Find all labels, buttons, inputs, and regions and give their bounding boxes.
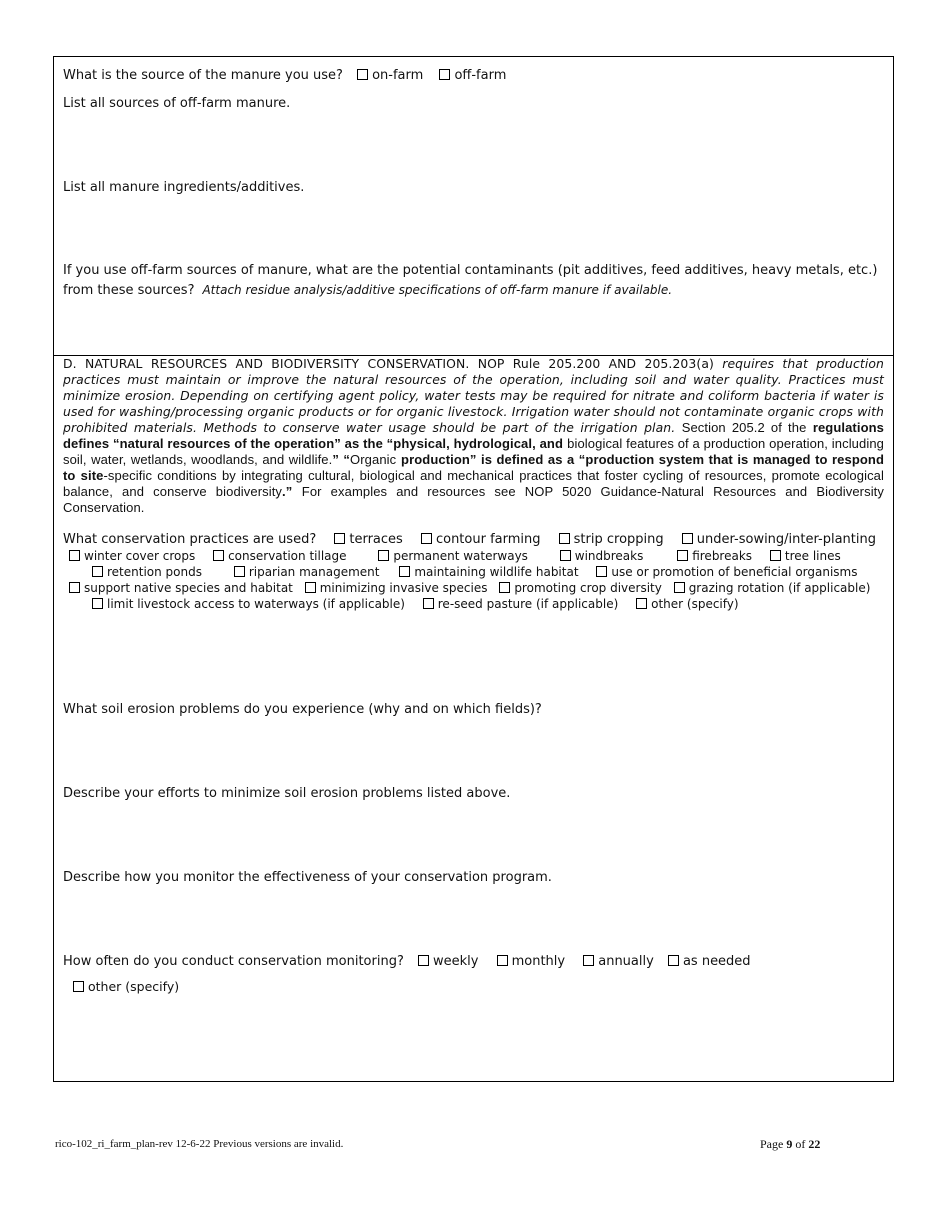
- practice-option[interactable]: tree lines: [770, 549, 841, 563]
- practices-row-2: [69, 548, 841, 564]
- practice-option[interactable]: use or promotion of beneficial organisms: [596, 565, 857, 579]
- practice-option[interactable]: promoting crop diversity: [499, 581, 662, 595]
- option-off-farm[interactable]: off-farm: [439, 68, 506, 83]
- frequency-question: How often do you conduct conservation monitoring?: [63, 954, 404, 969]
- contaminants-question-line2: from these sources? Attach residue analysis/additive specifications of off-farm manure if available.: [63, 283, 673, 298]
- frequency-as-needed[interactable]: as needed: [668, 954, 751, 969]
- practice-option[interactable]: firebreaks: [677, 549, 752, 563]
- contaminants-question-line1: If you use off-farm sources of manure, what are the potential contaminants (pit additives, feed additives, heavy metals, etc.): [63, 263, 878, 278]
- option-on-farm[interactable]: on-farm: [357, 68, 423, 83]
- practice-option[interactable]: riparian management: [234, 565, 380, 579]
- attach-instruction: Attach residue analysis/additive specifications of off-farm manure if available.: [202, 283, 673, 297]
- practice-option[interactable]: limit livestock access to waterways (if applicable): [92, 597, 405, 611]
- practice-other-option[interactable]: other (specify): [636, 597, 738, 611]
- intro-italic-text: requires that production practices must maintain or improve the natural resources of the operation, including soil and water quality. Practices must minimize erosion. Depending on certifying agent policy, water tests may be required for nitrate and coliform bacteria if water is used for washing/processing organic products or for organic livestock. Irrigation water should not contaminate organic crops with prohibited materials. Methods to conserve water usage should be part of the irrigation plan.: [63, 356, 885, 435]
- manure-source-question: What is the source of the manure you use?: [63, 68, 343, 83]
- practices-question: What conservation practices are used?: [63, 532, 317, 547]
- checkbox[interactable]: [439, 69, 450, 80]
- footer-doc-id: rico-102_ri_farm_plan-rev 12-6-22 Previous versions are invalid.: [55, 1138, 344, 1150]
- manure-section: [53, 56, 894, 356]
- practice-option[interactable]: support native species and habitat: [69, 581, 293, 595]
- conservation-intro: D. NATURAL RESOURCES AND BIODIVERSITY CONSERVATION. NOP Rule 205.200 AND 205.203(a) requires that production practices must maintain or improve the natural resources of the operation, including soil and water quality. Practices must minimize erosion. Depending on certifying agent policy, water tests may be required for nitrate and coliform bacteria if water is used for washing/processing organic products or for organic livestock. Irrigation water should not contaminate organic crops with prohibited materials. Methods to conserve water usage should be part of the irrigation plan. Section 205.2 of the regulations defines “natural resources of the operation” as the “physical, hydrological, and biological features of a production operation, including soil, water, wetlands, woodlands, and wildlife.” “Organic production” is defined as a “production system that is managed to respond to site-specific conditions by integrating cultural, biological and mechanical practices that foster cycling of resources, promote ecological balance, and conserve biodiversity.” For examples and resources see NOP 5020 Guidance-Natural Resources and Biodiversity Conservation.: [63, 356, 885, 515]
- practice-option[interactable]: contour farming: [421, 532, 541, 547]
- practices-row-5: [92, 596, 739, 612]
- practice-option[interactable]: winter cover crops: [69, 549, 195, 563]
- manure-source-row: [63, 67, 884, 85]
- practice-option[interactable]: grazing rotation (if applicable): [674, 581, 871, 595]
- practice-option[interactable]: re-seed pasture (if applicable): [423, 597, 619, 611]
- frequency-annually[interactable]: annually: [583, 954, 654, 969]
- practice-option[interactable]: minimizing invasive species: [305, 581, 488, 595]
- practices-row-4: [69, 580, 870, 596]
- efforts-question: Describe your efforts to minimize soil erosion problems listed above.: [63, 786, 511, 801]
- list-ingredients-question: List all manure ingredients/additives.: [63, 180, 305, 195]
- monitor-question: Describe how you monitor the effectiveness of your conservation program.: [63, 870, 552, 885]
- list-sources-question: List all sources of off-farm manure.: [63, 96, 291, 111]
- practice-option[interactable]: terraces: [334, 532, 402, 547]
- frequency-monthly[interactable]: monthly: [497, 954, 566, 969]
- practice-option[interactable]: windbreaks: [560, 549, 644, 563]
- practice-option[interactable]: permanent waterways: [378, 549, 528, 563]
- practice-option[interactable]: conservation tillage: [213, 549, 346, 563]
- frequency-other-option[interactable]: other (specify): [73, 978, 884, 996]
- practice-option[interactable]: maintaining wildlife habitat: [399, 565, 578, 579]
- footer-page-number: Page 9 of 22: [760, 1137, 821, 1151]
- practices-row-1: [63, 532, 876, 548]
- practice-option[interactable]: under-sowing/inter-planting: [682, 532, 876, 547]
- practice-option[interactable]: strip cropping: [559, 532, 664, 547]
- frequency-row: [63, 953, 884, 971]
- conservation-section: [53, 355, 894, 1082]
- frequency-weekly[interactable]: weekly: [418, 954, 478, 969]
- practices-row-3: [92, 564, 858, 580]
- erosion-question: What soil erosion problems do you experience (why and on which fields)?: [63, 702, 542, 717]
- section-heading: D. NATURAL RESOURCES AND BIODIVERSITY CONSERVATION. NOP Rule 205.200 AND 205.203(a): [63, 356, 714, 371]
- practice-option[interactable]: retention ponds: [92, 565, 202, 579]
- checkbox[interactable]: [357, 69, 368, 80]
